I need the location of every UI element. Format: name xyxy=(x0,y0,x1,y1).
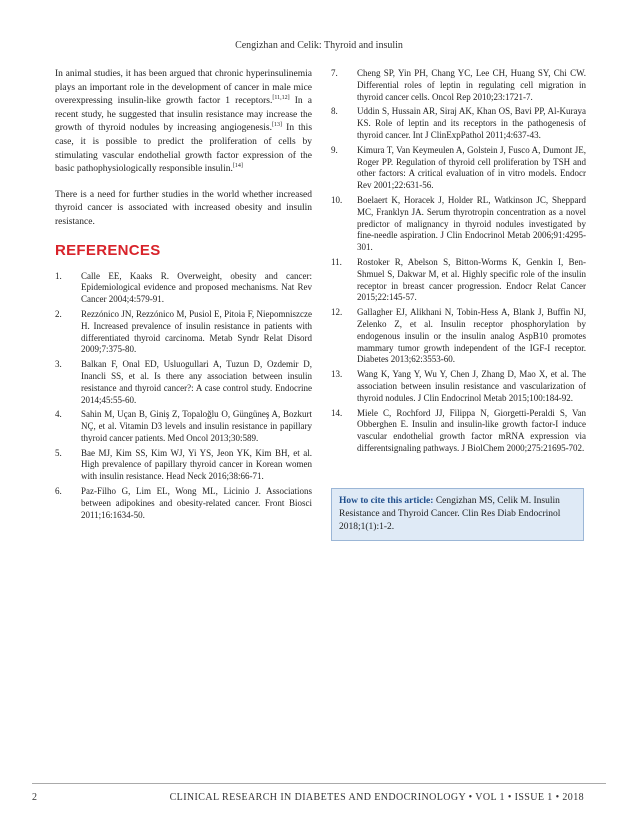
reference-item: 14. Miele C, Rochford JJ, Filippa N, Giorgetti-Peraldi S, Van Obberghen E. Insulin and insulin-like growth factor-I induce vascular endothelial growth factor mRNA expression via differentsignaling pathways. J BiolChem 2000;275:21695-702. xyxy=(331,407,586,453)
reference-item: 1. Calle EE, Kaaks R. Overweight, obesity and cancer: Epidemiological evidence and proposed mechanisms. Nat Rev Cancer 2004;4:579-91. xyxy=(55,270,312,305)
reference-item: 2. Rezzónico JN, Rezzónico M, Pusiol E, Pitoia F, Niepomniszcze H. Increased prevalence of insulin resistance in patients with differentiated thyroid carcinoma. Metab Syndr Relat Disord 2009;7:375-80. xyxy=(55,308,312,355)
reference-item: 7. Cheng SP, Yin PH, Chang YC, Lee CH, Huang SY, Chi CW. Differential roles of leptin in regulating cell migration in thyroid cancer cells. Oncol Rep 2010;23:1721-7. xyxy=(331,68,586,102)
para1-text-b: In a recent study, he suggested that insulin resistance may increase the growth of thyroid nodules by increasing angiogenesis. xyxy=(55,96,312,134)
reference-item: 9. Kimura T, Van Keymeulen A, Golstein J, Fusco A, Dumont JE, Roger PP. Regulation of thyroid cell proliferation by TSH and other factors: A critical evaluation of in vitro models. Endocr Rev 2001;22:631-56. xyxy=(331,144,586,191)
reference-item: 6. Paz-Filho G, Lim EL, Wong ML, Licinio J. Associations between adipokines and obesity-related cancer. Front Biosci 2011;16:1634-50. xyxy=(55,486,312,520)
reference-list-left xyxy=(55,271,312,522)
body-paragraph-1 xyxy=(55,68,312,177)
reference-item: 3. Balkan F, Onal ED, Usluogullari A, Tuzun D, Ozdemir D, Inancli SS, et al. Is there any association between insulin resistance and thyroid cancer?: A case control study. Endocrine 2014;45:55-60. xyxy=(55,359,312,405)
reference-item: 4. Sahin M, Uçan B, Giniş Z, Topaloğlu O, Güngüneş A, Bozkurt NÇ, et al. Vitamin D3 levels and insulin resistance in papillary thyroid cancer patients. Med Oncol 2013;30:589. xyxy=(55,409,312,443)
citation-superscript-13: [13] xyxy=(271,122,282,129)
footer-divider xyxy=(32,783,606,784)
how-to-cite-box xyxy=(331,488,584,541)
citation-superscript-11-12: [11,12] xyxy=(272,95,290,102)
left-column xyxy=(55,68,312,524)
how-to-cite-label: How to cite this article: xyxy=(339,496,434,506)
page-number: 2 xyxy=(32,792,37,803)
para1-text-a: In animal studies, it has been argued that chronic hyperinsulinemia plays an important role in the development of cancer in male mice overexpressing insulin-like growth factor 1 receptors. xyxy=(55,69,312,107)
para1-text-c: In this case, it is possible to predict the proliferation of cells by stimulating vascular endothelial growth factor expression of the basic pathophysiologically responsible insulin. xyxy=(55,123,313,175)
how-to-cite-text: Cengizhan MS, Celik M. Insulin Resistance and Thyroid Cancer. Clin Res Diab Endocrinol 2018;1(1):1-2. xyxy=(339,496,561,532)
reference-list-right xyxy=(331,68,586,455)
journal-footer: CLINICAL RESEARCH IN DIABETES AND ENDOCRINOLOGY • VOL 1 • ISSUE 1 • 2018 xyxy=(169,792,584,803)
reference-item: 8. Uddin S, Hussain AR, Siraj AK, Khan OS, Bavi PP, Al-Kuraya KS. Role of leptin and its receptors in the pathogenesis of thyroid cancer. Int J ClinExpPathol 2011;4:637-43. xyxy=(331,106,586,140)
references-heading: REFERENCES xyxy=(55,241,161,259)
reference-item: 12. Gallagher EJ, Alikhani N, Tobin-Hess A, Blank J, Buffin NJ, Zelenko Z, et al. Insulin receptor phosphorylation by endogenous insulin or the insulin analog AspB10 promotes mammary tumor growth independent of the IGF-I receptor. Diabetes 2013;62:3553-60. xyxy=(331,307,586,365)
reference-item: 11. Rostoker R, Abelson S, Bitton-Worms K, Genkin I, Ben-Shmuel S, Dakwar M, et al. Highly specific role of the insulin receptor in breast cancer progression. Endocr Relat Cancer 2015;22:145-57. xyxy=(331,256,586,303)
reference-item: 10. Boelaert K, Horacek J, Holder RL, Watkinson JC, Sheppard MC, Franklyn JA. Serum thyrotropin concentration as a novel predictor of malignancy in thyroid nodules investigated by fine-needle aspiration. J Clin Endocrinol Metab 2006;91:4295-301. xyxy=(331,194,586,253)
reference-item: 13. Wang K, Yang Y, Wu Y, Chen J, Zhang D, Mao X, et al. The association between insulin resistance and vascularization of thyroid nodules. J Clin Endocrinol Metab 2015;100:184-92. xyxy=(331,369,586,403)
running-head: Cengizhan and Celik: Thyroid and insulin xyxy=(235,40,403,51)
citation-superscript-14: [14] xyxy=(232,163,243,169)
body-paragraph-2: There is a need for further studies in the world whether increased thyroid cancer is associated with increased obesity and insulin resistance. xyxy=(55,189,312,227)
right-column xyxy=(331,68,586,458)
reference-item: 5. Bae MJ, Kim SS, Kim WJ, Yi YS, Jeon YK, Kim BH, et al. High prevalence of papillary thyroid cancer in Korean women with insulin resistance. Head Neck 2016;38:66-71. xyxy=(55,447,312,482)
